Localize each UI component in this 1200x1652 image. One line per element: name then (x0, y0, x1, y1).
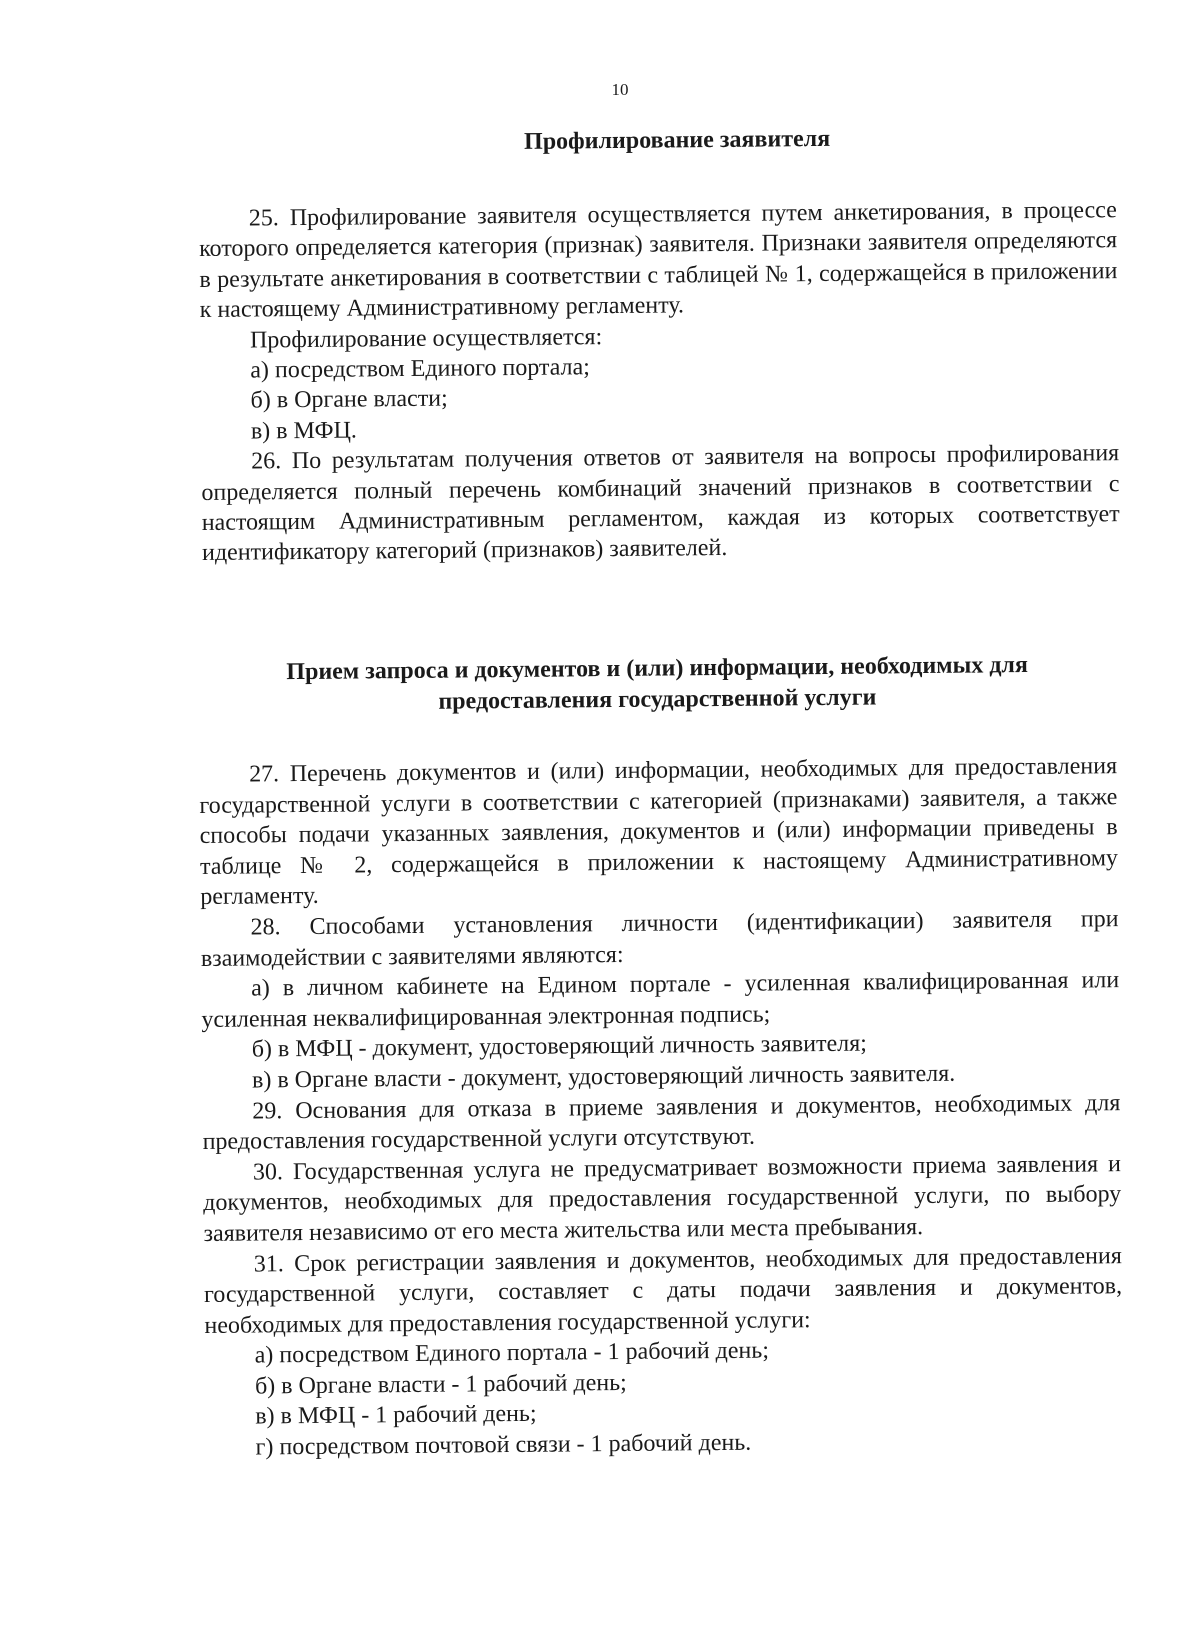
list-item-a: а) в личном кабинете на Едином портале - усиленная квалифицированная или усиленная неквалифицированная электронная подпись; (201, 967, 1120, 1033)
paragraph-29: 29. Основания для отказа в приеме заявления и документов, необходимых для предоставления государственной услуги отсутствуют. (202, 1089, 1121, 1156)
paragraph-27: 27. Перечень документов и (или) информации, необходимых для предоставления государственной услуги в соответствии с категорией (признаками) заявителя, а также способы подачи указанных заявления, документов и (или) информации приведены в таблице № 2, содержащейся в приложении к настоящему Административному регламенту. (199, 753, 1119, 911)
paragraph-28: 28. Способами установления личности (идентификации) заявителя при взаимодействии с заявителями являются: (200, 906, 1119, 972)
paragraph-30: 30. Государственная услуга не предусматривает возможности приема заявления и документов, необходимых для предоставления государственной услуги, по выбору заявителя независимо от его места жительства или места пребывания. (203, 1150, 1122, 1247)
list-item-b: б) в Органе власти - 1 рабочий день; (254, 1369, 627, 1400)
list-item-b: б) в Органе власти; (250, 386, 448, 414)
list-item-b: б) в МФЦ - документ, удостоверяющий личность заявителя; (251, 1030, 867, 1063)
paragraph-25: 25. Профилирование заявителя осуществляется путем анкетирования, в процессе которого определяется категория (признак) заявителя. Признаки заявителя определяются в результате анкетирования в соответствии с таблицей № 1, содержащейся в приложении к настоящему Административному регламенту. (199, 197, 1118, 324)
list-item-g: г) посредством почтовой связи - 1 рабочий день. (255, 1429, 752, 1461)
list-item-v: в) в Органе власти - документ, удостоверяющий личность заявителя. (251, 1060, 956, 1094)
page-number: 10 (611, 80, 629, 99)
list-item-v: в) в МФЦ - 1 рабочий день; (255, 1401, 537, 1430)
section-request-acceptance (198, 649, 1124, 1463)
paragraph-profiling-intro: Профилирование осуществляется: (249, 323, 603, 354)
section-heading-profiling: Профилирование заявителя (523, 125, 831, 155)
paragraph-26: 26. По результатам получения ответов от заявителя на вопросы профилирования определяется полный перечень комбинаций значений признаков в соответствии с настоящим Административным регламентом, каждая из которых соответствует идентификатору категорий (признаков) заявителей. (201, 440, 1120, 567)
list-item-a: а) посредством Единого портала; (250, 354, 591, 384)
list-item-v: в) в МФЦ. (250, 417, 357, 445)
section-profiling (198, 121, 1120, 569)
list-item-a: а) посредством Единого портала - 1 рабочий день; (254, 1337, 770, 1369)
section-heading-request-acceptance: Прием запроса и документов и (или) информации, необходимых для предоставления государственной услуги (286, 652, 1029, 715)
paragraph-31: 31. Срок регистрации заявления и документов, необходимых для предоставления государственной услуги, составляет с даты подачи заявления и документов, необходимых для предоставления государственной услуги: (203, 1242, 1123, 1339)
